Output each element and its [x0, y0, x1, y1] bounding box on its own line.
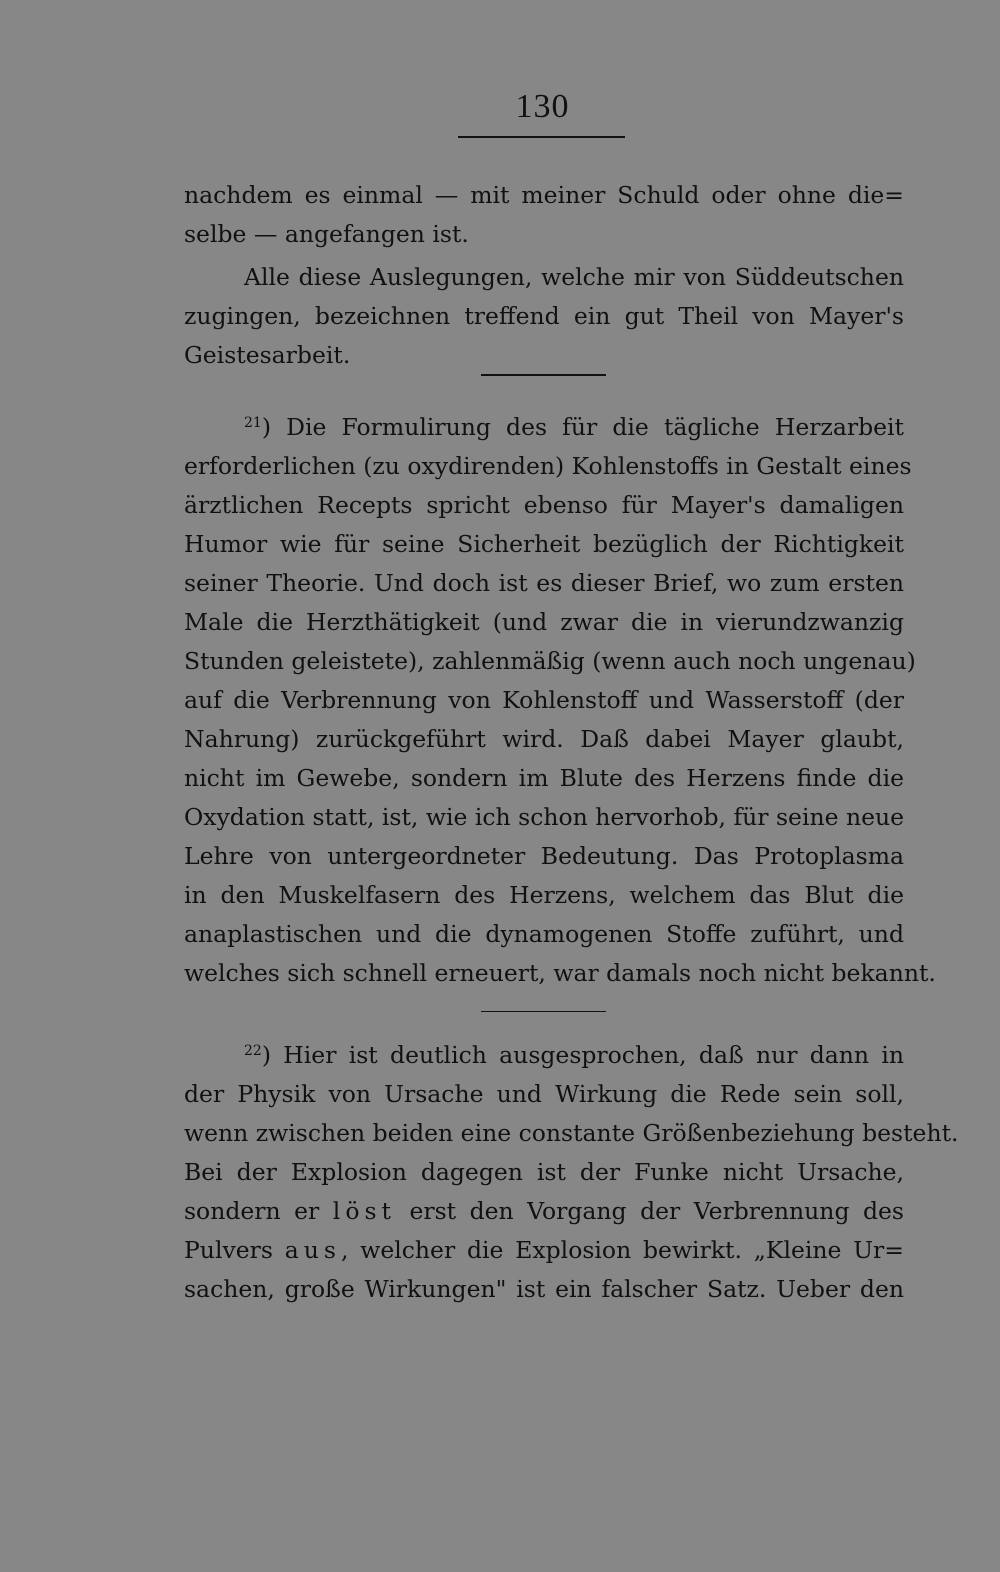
text-line: Lehre von untergeordneter Bedeutung. Das Protoplasma: [184, 842, 904, 870]
text-line: Alle diese Auslegungen, welche mir von Süddeutschen: [244, 263, 904, 291]
footnote-first-line: [184, 408, 904, 447]
footnote-21: [184, 408, 936, 993]
text-line: nicht im Gewebe, sondern im Blute des Herzens finde die: [184, 764, 904, 792]
paragraph-continuation: [184, 176, 904, 254]
text-line: Male die Herzthätigkeit (und zwar die in vierundzwanzig: [184, 608, 904, 636]
text-line: [184, 1231, 904, 1270]
text-span: ) Die Formulirung des für die tägliche Herzarbeit: [261, 413, 904, 441]
text-line: erforderlichen (zu oxydirenden) Kohlenstoffs in Gestalt eines: [184, 452, 912, 480]
text-line: seiner Theorie. Und doch ist es dieser Brief, wo zum ersten: [184, 569, 904, 597]
text-line: Nahrung) zurückgeführt wird. Daß dabei Mayer glaubt,: [184, 725, 904, 753]
text-line: Oxydation statt, ist, wie ich schon hervorhob, für seine neue: [184, 803, 905, 831]
text-line: welches sich schnell erneuert, war damals noch nicht bekannt.: [184, 959, 936, 987]
text-line: Stunden geleistete), zahlenmäßig (wenn auch noch ungenau): [184, 647, 916, 675]
text-line: wenn zwischen beiden eine constante Größenbeziehung besteht.: [184, 1119, 959, 1147]
emphasized-word: löst: [332, 1197, 396, 1225]
section-divider: [481, 374, 606, 376]
page-number: 130: [515, 88, 570, 125]
text-span: ) Hier ist deutlich ausgesprochen, daß nur dann in: [261, 1041, 904, 1069]
text-line: anaplastischen und die dynamogenen Stoffe zuführt, und: [184, 920, 904, 948]
text-line: [184, 1192, 904, 1231]
text-line: Humor wie für seine Sicherheit bezüglich der Richtigkeit: [184, 530, 904, 558]
footnote-22: [184, 1036, 959, 1309]
footnote-marker: 21: [244, 415, 262, 431]
text-span: Pulvers: [184, 1236, 285, 1264]
emphasized-word: aus: [284, 1236, 341, 1264]
text-line: Bei der Explosion dagegen ist der Funke nicht Ursache,: [184, 1158, 904, 1186]
text-line: in den Muskelfasern des Herzens, welchem das Blut die: [184, 881, 904, 909]
header-rule: [458, 136, 625, 138]
text-line: ärztlichen Recepts spricht ebenso für Mayer's damaligen: [184, 491, 904, 519]
text-line: Geistesarbeit.: [184, 341, 351, 369]
text-line: zugingen, bezeichnen treffend ein gut Theil von Mayer's: [184, 302, 904, 330]
text-span: sondern er: [184, 1197, 333, 1225]
footnote-marker: 22: [244, 1043, 262, 1059]
footnote-first-line: [184, 1036, 904, 1075]
text-span: erst den Vorgang der Verbrennung des: [395, 1197, 904, 1225]
paragraph-interpretations: [184, 258, 904, 375]
text-line: sachen, große Wirkungen" ist ein falscher Satz. Ueber den: [184, 1275, 904, 1303]
text-span: , welcher die Explosion bewirkt. „Kleine Ur=: [340, 1236, 904, 1264]
text-line: nachdem es einmal — mit meiner Schuld oder ohne die=: [184, 181, 904, 209]
section-divider: [481, 1011, 606, 1012]
text-line: selbe — angefangen ist.: [184, 220, 469, 248]
text-line: der Physik von Ursache und Wirkung die Rede sein soll,: [184, 1080, 904, 1108]
text-line: auf die Verbrennung von Kohlenstoff und Wasserstoff (der: [184, 686, 904, 714]
